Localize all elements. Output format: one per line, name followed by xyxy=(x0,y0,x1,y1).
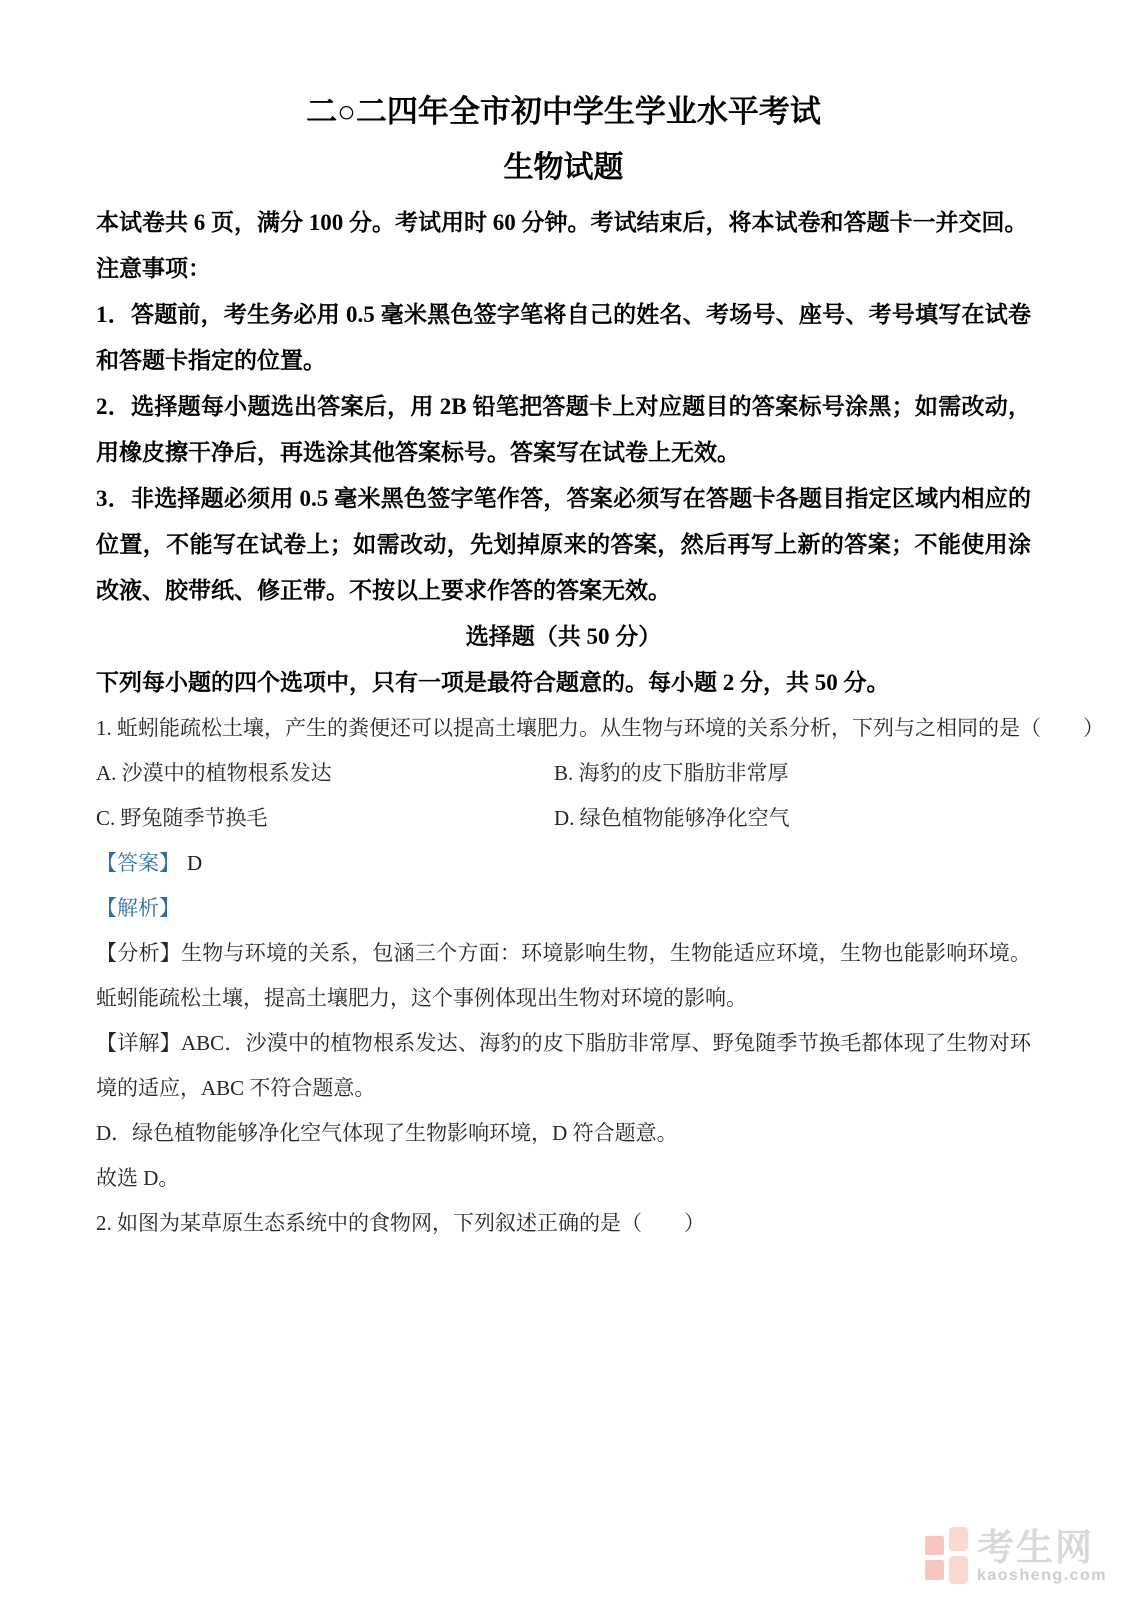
notice-item-2: 2．选择题每小题选出答案后，用 2B 铅笔把答题卡上对应题目的答案标号涂黑；如需改动，用橡皮擦干净后，再选涂其他答案标号。答案写在试卷上无效。 xyxy=(96,394,1031,465)
watermark-site-url: kaosheng.com xyxy=(976,1567,1107,1584)
analysis-label: 【分析】 xyxy=(96,941,182,965)
question-1-option-c: C. 野兔随季节换毛 xyxy=(96,806,268,830)
watermark xyxy=(925,1527,1107,1584)
question-1-option-b: B. 海豹的皮下脂肪非常厚 xyxy=(554,761,789,785)
notice-item-3: 3．非选择题必须用 0.5 毫米黑色签字笔作答，答案必须写在答题卡各题目指定区域内相应的位置，不能写在试卷上；如需改动，先划掉原来的答案，然后再写上新的答案；不能使用涂改液、胶带纸、修正带。不按以上要求作答的答案无效。 xyxy=(96,486,1031,603)
explanation-line xyxy=(96,886,1031,931)
notice-item-1: 1．答题前，考生务必用 0.5 毫米黑色签字笔将自己的姓名、考场号、座号、考号填写在试卷和答题卡指定的位置。 xyxy=(96,302,1031,373)
page-subtitle: 生物试题 xyxy=(503,151,624,184)
section-heading: 选择题（共 50 分） xyxy=(465,624,662,649)
question-1-stem: 1. 蚯蚓能疏松土壤，产生的粪便还可以提高土壤肥力。从生物与环境的关系分析，下列与之相同的是（ ） xyxy=(96,716,1104,740)
question-1-options xyxy=(96,751,1031,841)
analysis-text: 生物与环境的关系，包涵三个方面：环境影响生物，生物能适应环境，生物也能影响环境。蚯蚓能疏松土壤，提高土壤肥力，这个事例体现出生物对环境的影响。 xyxy=(96,941,1032,1010)
answer-line xyxy=(96,841,1031,886)
detail-label: 【详解】 xyxy=(96,1031,181,1055)
answer-value: D xyxy=(187,851,203,875)
watermark-text xyxy=(977,1529,1107,1584)
exam-intro: 本试卷共 6 页，满分 100 分。考试用时 60 分钟。考试结束后，将本试卷和答题卡一并交回。 xyxy=(96,210,1028,235)
detail-conclusion: 故选 D。 xyxy=(96,1166,180,1190)
watermark-site-name: 考生网 xyxy=(976,1527,1094,1568)
detail-paragraph xyxy=(96,1021,1031,1111)
question-1-option-d: D. 绿色植物能够净化空气 xyxy=(554,806,790,830)
question-2-stem: 2. 如图为某草原生态系统中的食物网，下列叙述正确的是（ ） xyxy=(96,1211,705,1235)
section-instruction: 下列每小题的四个选项中，只有一项是最符合题意的。每小题 2 分，共 50 分。 xyxy=(96,670,890,695)
page-title: 二○二四年全市初中学生学业水平考试 xyxy=(306,94,821,129)
detail-text: ABC．沙漠中的植物根系发达、海豹的皮下脂肪非常厚、野兔随季节换毛都体现了生物对环境的适应，ABC 不符合题意。 xyxy=(96,1031,1031,1100)
kaosheng-logo-icon xyxy=(925,1527,971,1584)
detail-line-d: D．绿色植物能够净化空气体现了生物影响环境，D 符合题意。 xyxy=(96,1121,678,1145)
question-1-option-a: A. 沙漠中的植物根系发达 xyxy=(96,761,332,785)
answer-label: 【答案】 xyxy=(96,851,180,875)
notice-heading: 注意事项： xyxy=(96,256,211,281)
analysis-paragraph xyxy=(96,931,1031,1021)
explanation-label: 【解析】 xyxy=(96,896,180,920)
